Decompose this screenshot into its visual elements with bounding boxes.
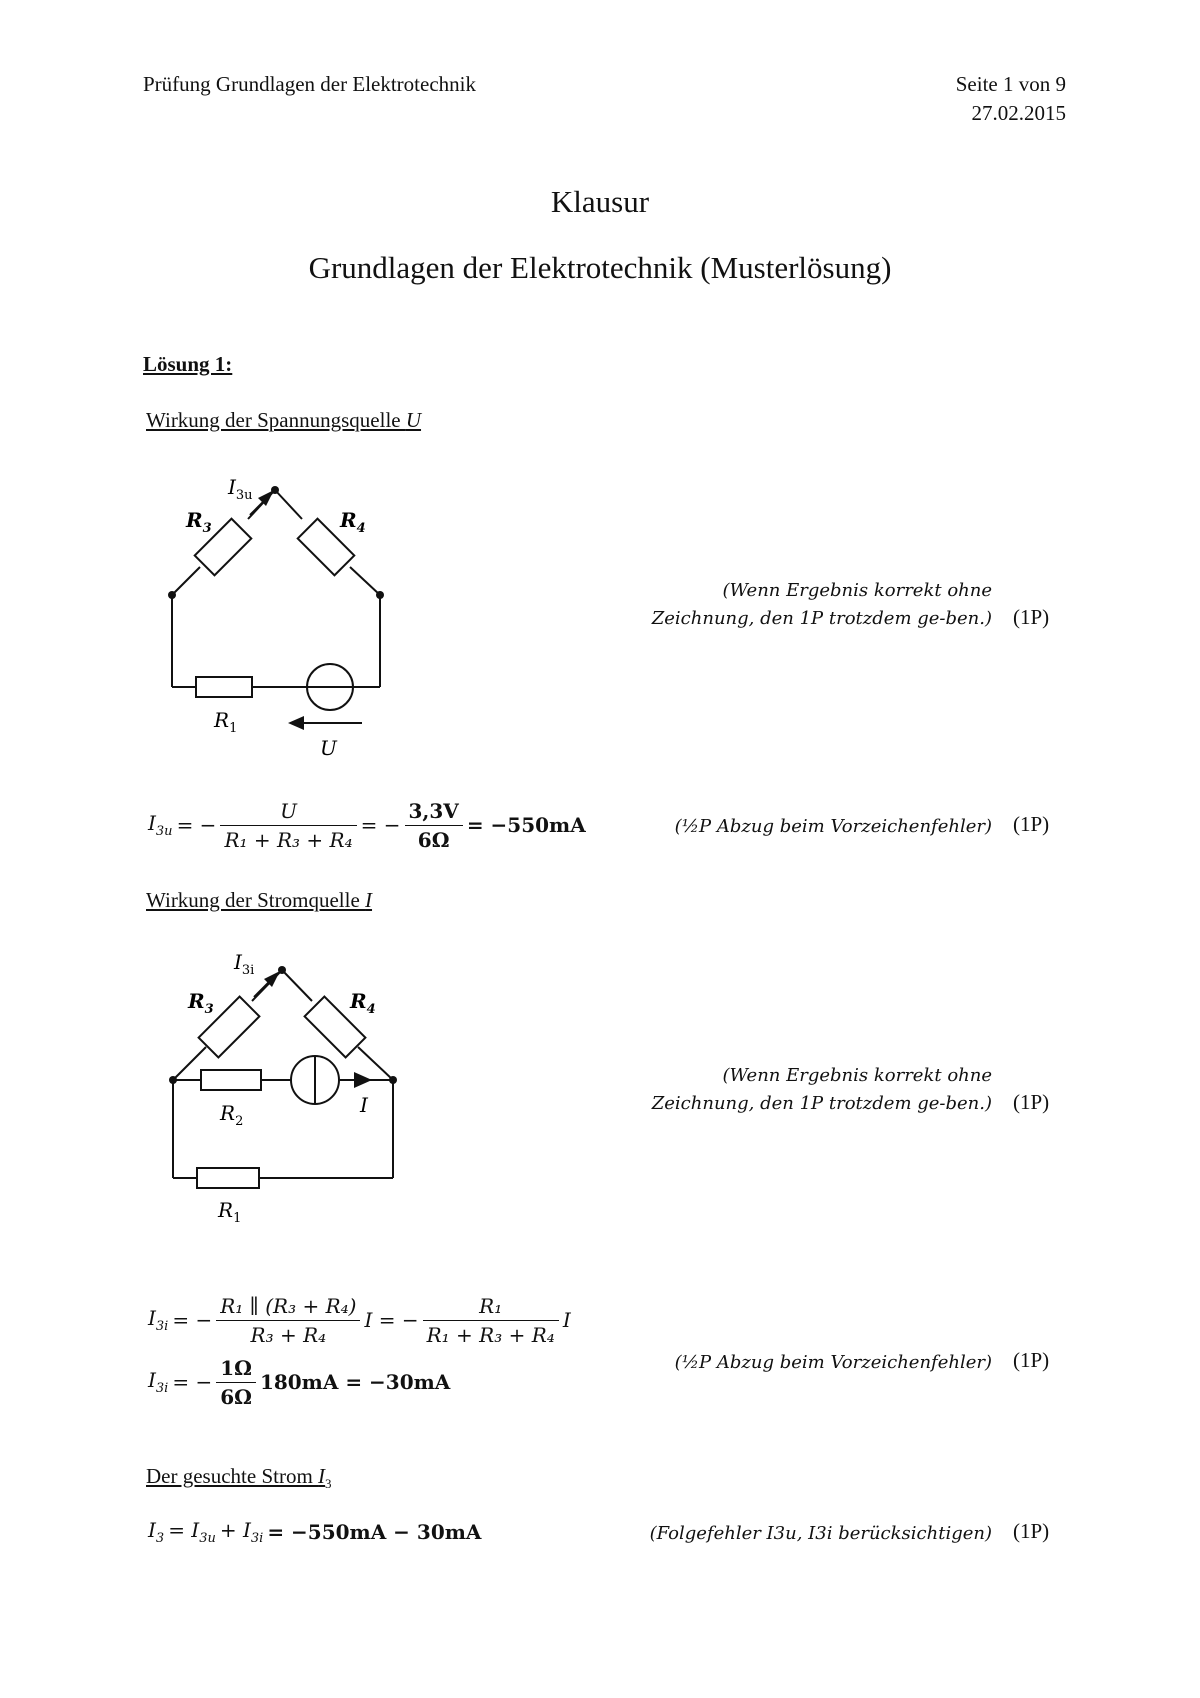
section1-eq-note: (½P Abzug beim Vorzeichenfehler) <box>674 816 992 837</box>
label-i3i: $I_{3i}$ <box>234 950 255 978</box>
fraction-den: R₃ + R₄ <box>250 1322 327 1347</box>
section3-points: (1P) <box>1013 1519 1050 1543</box>
label-r1: $R_1$ <box>218 1198 242 1226</box>
section1-eq-points: (1P) <box>1013 812 1050 836</box>
eq-sign: = − <box>172 1308 213 1332</box>
section1-points: (1P) <box>1013 605 1050 629</box>
section1-heading <box>146 408 421 433</box>
section2-heading-text: Wirkung der Stromquelle <box>146 888 366 912</box>
equation-i3i-value <box>146 1352 452 1412</box>
section2-heading <box>146 888 372 913</box>
section3-heading-sub: 3 <box>325 1476 332 1492</box>
fraction-num: 1Ω <box>216 1356 256 1383</box>
circuit-current-source <box>140 950 430 1230</box>
section2-eq-points: (1P) <box>1013 1348 1050 1372</box>
solution-heading: Lösung 1: <box>143 352 233 376</box>
voltage-arrow-head <box>288 716 304 730</box>
node-right <box>376 591 384 599</box>
fraction-num: R₁ ∥ (R₃ + R₄) <box>216 1294 360 1321</box>
circuit-voltage-source <box>140 465 420 765</box>
eq-result: = −550mA − 30mA <box>267 1520 482 1544</box>
header-page: Seite 1 von 9 <box>955 72 1066 96</box>
section2-note: (Wenn Ergebnis korrekt ohne Zeichnung, den 1P trotzdem ge-ben.) <box>651 1065 992 1114</box>
fraction-1 <box>220 799 356 852</box>
label-r4: $R_4$ <box>340 508 366 536</box>
eq-sign: = − <box>172 1370 213 1394</box>
wire <box>350 567 380 595</box>
wire <box>358 1047 393 1080</box>
section1-heading-text: Wirkung der Spannungsquelle <box>146 408 406 432</box>
equation-i3i-general <box>146 1290 573 1350</box>
resistor-r1 <box>196 677 252 697</box>
label-source-i: I <box>360 1093 368 1117</box>
eq-lhs: $I_{3i}$ <box>148 1306 169 1334</box>
fraction-den: R₁ + R₃ + R₄ <box>426 1322 555 1347</box>
fraction-1 <box>216 1356 256 1409</box>
header-left: Prüfung Grundlagen der Elektrotechnik <box>143 72 476 96</box>
section3-heading-text: Der gesuchte Strom <box>146 1464 319 1488</box>
node-top <box>271 486 279 494</box>
title-subject: Grundlagen der Elektrotechnik (Musterlösung) <box>308 250 892 285</box>
node-left <box>169 1076 177 1084</box>
label-r3: $R_3$ <box>188 989 214 1017</box>
label-r4: $R_4$ <box>350 989 376 1017</box>
node-right <box>389 1076 397 1084</box>
section1-note: (Wenn Ergebnis korrekt ohne Zeichnung, den 1P trotzdem ge-ben.) <box>651 580 992 629</box>
eq-lhs: $I_{3i}$ <box>148 1368 169 1396</box>
fraction-den: 6Ω <box>220 1384 252 1409</box>
node-top <box>278 966 286 974</box>
fraction-den: 6Ω <box>417 827 450 852</box>
fraction-1 <box>216 1294 360 1347</box>
eq-result: 180mA = −30mA <box>259 1370 451 1394</box>
resistor-r2 <box>201 1070 261 1090</box>
section3-heading <box>146 1464 332 1492</box>
header-date: 27.02.2015 <box>971 101 1066 125</box>
wire <box>172 567 200 595</box>
eq-plus: + $I_{3i}$ <box>219 1518 264 1546</box>
eq-result: = −550mA <box>466 813 586 837</box>
equation-i3-total <box>146 1512 483 1552</box>
fraction-num: R₁ <box>423 1294 559 1321</box>
fraction-den: R₁ + R₃ + R₄ <box>224 827 353 852</box>
label-i3u: $I_{3u}$ <box>228 475 253 503</box>
eq-lhs: $I_{3u}$ <box>148 811 173 839</box>
eq-lhs: $I_3$ <box>148 1518 165 1546</box>
label-r2: $R_2$ <box>220 1101 244 1129</box>
section3-heading-var: I <box>318 1464 326 1488</box>
label-r1: $R_1$ <box>214 708 238 736</box>
label-r3: $R_3$ <box>186 508 212 536</box>
resistor-r1 <box>197 1168 259 1188</box>
eq-mid: I = − <box>364 1308 419 1332</box>
title-klausur: Klausur <box>550 184 650 219</box>
eq-sign: = − <box>360 813 401 837</box>
fraction-2 <box>405 799 463 852</box>
fraction-num: 3,3V <box>405 799 463 826</box>
eq-mid: = $I_{3u}$ <box>168 1518 216 1546</box>
source-arrow-head <box>354 1072 372 1088</box>
fraction-2 <box>423 1294 559 1347</box>
equation-i3u <box>146 795 588 855</box>
node-left <box>168 591 176 599</box>
section2-eq-note: (½P Abzug beim Vorzeichenfehler) <box>674 1352 992 1373</box>
section1-heading-var: U <box>405 408 422 432</box>
section2-heading-var: I <box>365 888 373 912</box>
label-u: U <box>320 736 337 760</box>
wire <box>282 970 312 1001</box>
eq-sign: = − <box>176 813 217 837</box>
eq-tail: I <box>562 1308 571 1332</box>
wire <box>275 490 302 519</box>
section3-note: (Folgefehler I3u, I3i berücksichtigen) <box>649 1523 992 1544</box>
section2-points: (1P) <box>1013 1090 1050 1114</box>
fraction-num: U <box>220 799 356 826</box>
